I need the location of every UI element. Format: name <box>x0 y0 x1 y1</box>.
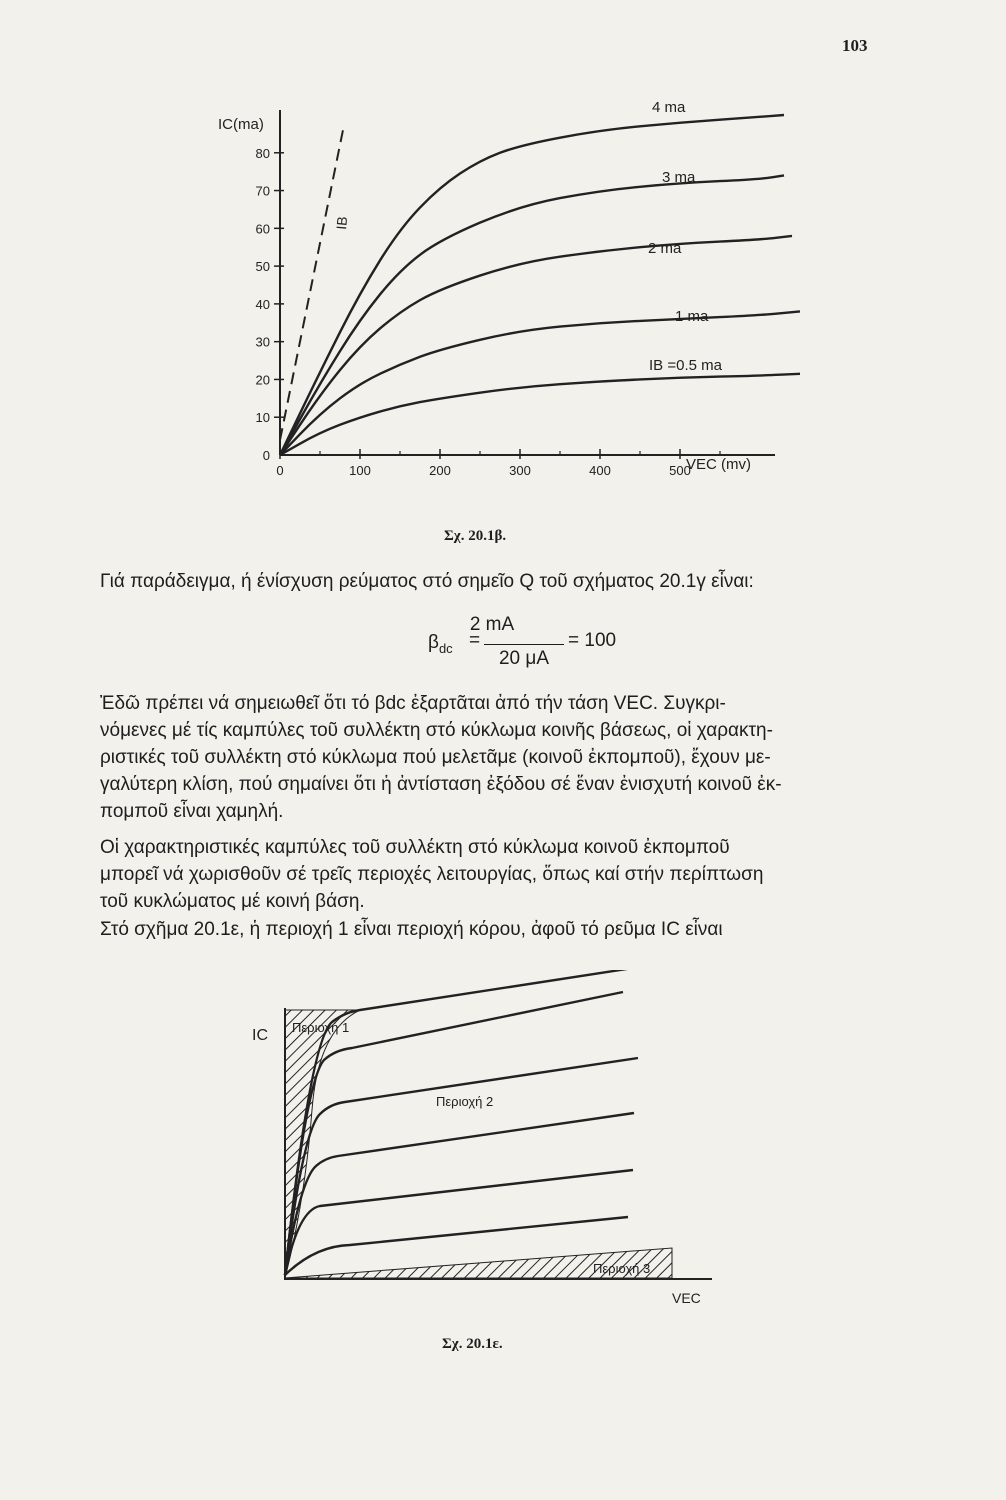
x-tick-label: 100 <box>349 463 371 478</box>
paragraph-3-line-3: τοῦ κυκλώματος μέ κοινή βάση. <box>100 891 365 912</box>
y-tick-label: 50 <box>255 259 270 275</box>
eq-fraction-bar <box>484 644 564 645</box>
y-tick-label: 20 <box>255 372 270 388</box>
curve-label-2ma: 2 ma <box>648 240 682 257</box>
paragraph-2 <box>100 690 910 825</box>
paragraph-3 <box>100 834 910 915</box>
curve-label-1ma: 1 ma <box>675 308 709 325</box>
x-tick-label: 300 <box>509 463 531 478</box>
ib-line-label: IB <box>333 215 351 231</box>
figure-b-curves <box>280 115 800 455</box>
x-tick-label: 200 <box>429 463 451 478</box>
curve-2-ma <box>280 236 792 455</box>
eq-lhs: $\beta_{dc}$ <box>428 632 453 656</box>
figure-20-1b <box>200 85 800 495</box>
eq-rhs: = 100 <box>568 630 617 651</box>
eq-denominator: 20 μA <box>498 648 550 669</box>
region-1-hatched <box>285 1010 360 1278</box>
paragraph-4 <box>100 916 910 943</box>
figure-e-y-axis-label: IC <box>252 1027 268 1044</box>
ib-dashed-line <box>280 130 343 440</box>
page-number: 103 <box>842 36 868 55</box>
y-tick-label: 60 <box>255 221 270 237</box>
y-tick-label: 70 <box>255 183 270 199</box>
region-2-label: Περιοχή 2 <box>436 1094 494 1109</box>
paragraph-3-line-1: Οἱ χαρακτηριστικές καμπύλες τοῦ συλλέκτη στό κύκλωμα κοινοῦ ἐκπομποῦ <box>100 837 730 858</box>
curve-1-ma <box>280 311 800 455</box>
y-tick-label: 10 <box>255 410 270 426</box>
figure-e-curve-4 <box>285 1058 638 1275</box>
curve-3-ma <box>280 175 784 455</box>
x-tick-label: 0 <box>276 463 284 478</box>
figure-e-curve-3 <box>285 1113 634 1275</box>
paragraph-3-line-2: μπορεῖ νά χωρισθοῦν σέ τρεῖς περιοχές λειτουργίας, ὅπως καί στήν περίπτωση <box>100 864 764 885</box>
paragraph-2-line-4: γαλύτερη κλίση, πού σημαίνει ὅτι ἡ ἀντίσταση ἐξόδου σέ ἕναν ἐνισχυτή κοινοῦ ἐκ- <box>100 774 782 795</box>
figure-e-x-axis-label: VEC <box>672 1290 701 1306</box>
curve-label-05ma: IB =0.5 ma <box>649 357 722 374</box>
y-axis-label: IC(ma) <box>218 116 264 133</box>
curve-label-4ma: 4 ma <box>652 99 686 116</box>
eq-numerator: 2 mA <box>469 614 515 635</box>
curve-label-3ma: 3 ma <box>662 169 696 186</box>
y-tick-label: 0 <box>262 448 270 463</box>
region-1-label: Περιοχή 1 <box>292 1020 350 1035</box>
y-tick-label: 80 <box>255 145 270 161</box>
curve-4-ma <box>280 115 784 455</box>
figure-e-caption: Σχ. 20.1ε. <box>442 1336 503 1352</box>
figure-b-caption: Σχ. 20.1β. <box>444 528 507 544</box>
y-tick-label: 30 <box>255 334 270 350</box>
eq-equals: = <box>469 630 481 651</box>
paragraph-2-line-1: Ἐδῶ πρέπει νά σημειωθεῖ ὅτι τό βdc ἐξαρτᾶται ἀπό τήν τάση VEC. Συγκρι- <box>100 693 726 714</box>
paragraph-1-text: Γιά παράδειγμα, ή ένίσχυση ρεύματος στό σημεῖο Q τοῦ σχήματος 20.1γ εἶναι: <box>100 571 754 592</box>
x-tick-label: 500 <box>669 463 691 478</box>
figure-b-x-ticks <box>276 449 720 478</box>
paragraph-2-line-3: ριστικές τοῦ συλλέκτη στό κύκλωμα πού μελετᾶμε (κοινοῦ ἐκπομποῦ), ἔχουν με- <box>100 747 771 768</box>
paragraph-1 <box>100 568 910 595</box>
x-tick-label: 400 <box>589 463 611 478</box>
y-tick-label: 40 <box>255 296 270 312</box>
paragraph-2-line-2: νόμενες μέ τίς καμπύλες τοῦ συλλέκτη στό κύκλωμα κοινῆς βάσεως, οἱ χαρακτη- <box>100 720 773 741</box>
region-3-label: Περιοχή 3 <box>593 1261 651 1276</box>
figure-20-1e <box>240 970 720 1320</box>
paragraph-2-line-5: πομποῦ εἶναι χαμηλή. <box>100 801 284 822</box>
figure-b-axes <box>280 110 775 455</box>
beta-dc-equation <box>428 616 648 676</box>
paragraph-4-text: Στό σχῆμα 20.1ε, ἡ περιοχή 1 εἶναι περιοχή κόρου, ἀφοῦ τό ρεῦμα IC εἶναι <box>100 919 723 940</box>
x-axis-label: VEC (mv) <box>686 456 751 473</box>
